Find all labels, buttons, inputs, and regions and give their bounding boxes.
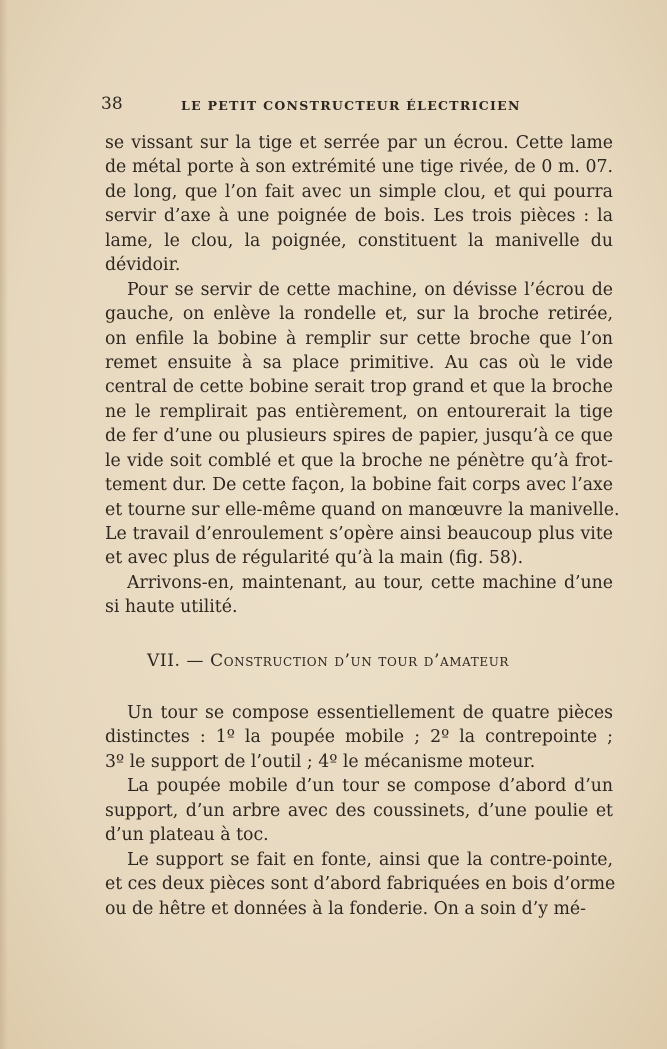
text-line: La poupée mobile d’un tour se compose d’abord d’un <box>127 776 613 797</box>
text-line: Un tour se compose essentiellement de quatre pièces <box>127 703 613 723</box>
paragraph <box>105 278 620 571</box>
text-line: dévidoir. <box>105 255 181 276</box>
paragraph <box>105 774 613 847</box>
text-line: servir d’axe à une poignée de bois. Les trois pièces : la <box>105 206 613 227</box>
text-line: tement dur. De cette façon, la bobine fait corps avec l’axe <box>105 475 613 496</box>
text-line: ne le remplirait pas entièrement, on entourerait la tige <box>105 401 613 422</box>
text-line: Pour se servir de cette machine, on dévisse l’écrou de <box>127 279 613 300</box>
running-title: LE PETIT CONSTRUCTEUR ÉLECTRICIEN <box>181 98 521 113</box>
text-line: et tourne sur elle-même quand on manœuvre la manivelle. <box>105 499 620 520</box>
body-text-section-2 <box>105 701 616 921</box>
paragraph <box>105 571 613 620</box>
text-line: se vissant sur la tige et serrée par un écrou. Cette lame <box>105 133 613 153</box>
text-line: et ces deux pièces sont d’abord fabriquées en bois d’orme <box>105 874 616 895</box>
text-line: de fer d’une ou plusieurs spires de papier, jusqu’à ce que <box>105 426 613 447</box>
text-line: ou de hêtre et données à la fonderie. On a soin d’y mé- <box>105 898 586 919</box>
text-line: Le travail d’enroulement s’opère ainsi beaucoup plus vite <box>105 524 613 544</box>
text-line: Arrivons-en, maintenant, au tour, cette machine d’une <box>127 572 613 593</box>
section-number: VII. — <box>147 651 205 671</box>
text-line: et avec plus de régularité qu’à la main (fig. 58). <box>105 548 524 569</box>
text-line: Le support se fait en fonte, ainsi que la contre-pointe, <box>127 849 613 870</box>
text-line: le vide soit comblé et que la broche ne pénètre qu’à frot- <box>105 450 613 471</box>
text-line: 3º le support de l’outil ; 4º le mécanisme moteur. <box>105 751 536 772</box>
paragraph <box>105 131 613 278</box>
text-line: remet ensuite à sa place primitive. Au cas où le vide <box>105 352 613 373</box>
body-text-section-1 <box>105 131 620 620</box>
section-title: Construction d’un tour d’amateur <box>210 651 510 671</box>
text-line: si haute utilité. <box>105 597 238 618</box>
text-line: de long, que l’on fait avec un simple clou, et qui pourra <box>105 181 613 202</box>
page-number: 38 <box>101 94 123 114</box>
text-line: d’un plateau à toc. <box>105 825 269 846</box>
text-line: central de cette bobine serait trop grand et que la broche <box>105 377 613 398</box>
paragraph <box>105 848 616 921</box>
page-edge-shadow <box>0 0 8 1049</box>
text-line: support, d’un arbre avec des coussinets, d’une poulie et <box>105 800 613 821</box>
running-header <box>101 96 531 118</box>
paragraph <box>105 701 613 774</box>
section-heading <box>147 651 509 671</box>
text-line: distinctes : 1º la poupée mobile ; 2º la contrepointe ; <box>105 727 613 748</box>
text-line: on enfile la bobine à remplir sur cette broche que l’on <box>105 328 613 349</box>
text-line: lame, le clou, la poignée, constituent la manivelle du <box>105 230 613 251</box>
text-line: gauche, on enlève la rondelle et, sur la broche retirée, <box>105 304 613 325</box>
text-line: de métal porte à son extrémité une tige rivée, de 0 m. 07. <box>105 157 613 178</box>
